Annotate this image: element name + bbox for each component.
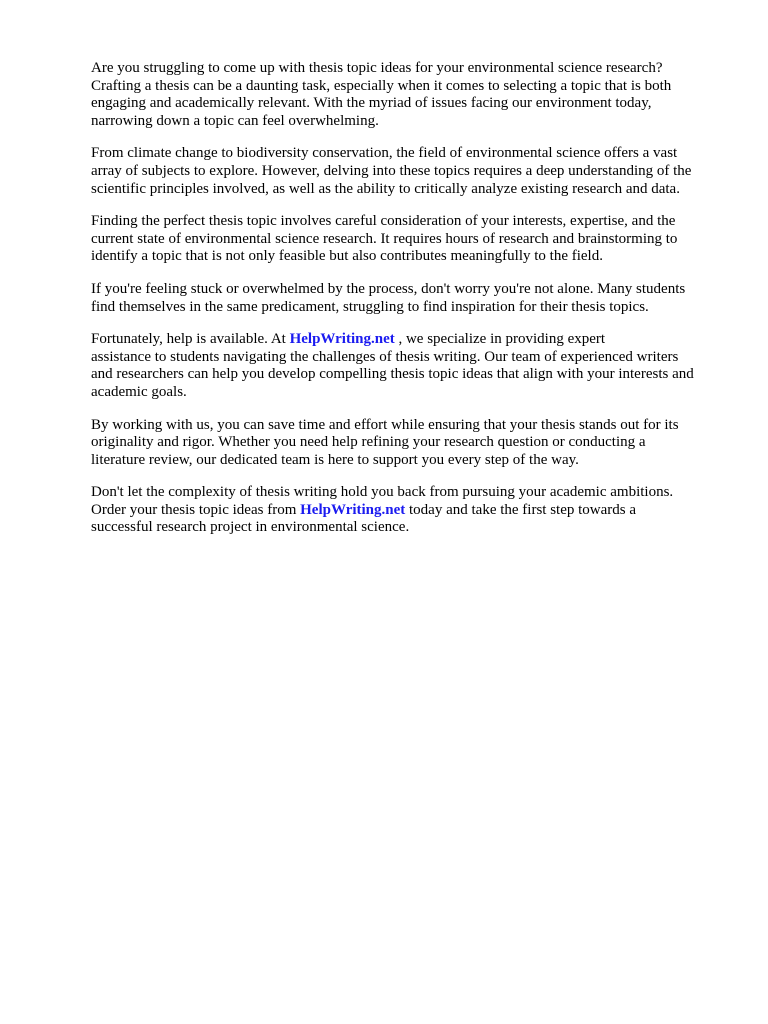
paragraph-feeling-stuck: If you're feeling stuck or overwhelmed by the process, don't worry you're not alone. Many students find themselves in the same predicament, struggling to find inspiration for their thesis topics.: [91, 280, 686, 315]
paragraph-intro: Are you struggling to come up with thesis topic ideas for your environmental science research? Crafting a thesis can be a daunting task, especially when it comes to selecting a topic that is both engaging and academically relevant. With the myriad of issues facing our environment today, narrowing down a topic can feel overwhelming.: [91, 60, 672, 129]
paragraph-finding-topic: Finding the perfect thesis topic involves careful consideration of your interests, expertise, and the current state of environmental science research. It requires hours of research and brainstorming to identify a topic that is not only feasible but also contributes meaningfully to the field.: [91, 213, 678, 265]
paragraph-field-overview: From climate change to biodiversity conservation, the field of environmental science offers a vast array of subjects to explore. However, delving into these topics requires a deep understanding of the scientific principles involved, as well as the ability to critically analyze existing research and data.: [91, 145, 692, 197]
help-available-text-end: , we specialize in providing expert assistance to students navigating the challenges of thesis writing. Our team of experienced writers and researchers can help you develop compelling thesis topic ideas that align with your interests and academic goals.: [91, 331, 694, 400]
call-to-action-text-start: Don't let the complexity of thesis writing hold you back from pursuing your academic ambitions. Order your thesis topic ideas from: [91, 484, 674, 518]
helpwriting-link-1[interactable]: HelpWriting.net: [289, 331, 395, 348]
paragraph-call-to-action: [91, 484, 731, 537]
call-to-action-text-end: today and take the first step towards a successful research project in environmental science.: [91, 501, 637, 536]
document-body: [91, 60, 731, 552]
paragraph-working-with-us: By working with us, you can save time and effort while ensuring that your thesis stands out for its originality and rigor. Whether you need help refining your research question or conducting a literature review, our dedicated team is here to support you every step of the way.: [91, 416, 679, 468]
helpwriting-link-2[interactable]: HelpWriting.net: [300, 501, 406, 518]
paragraph-help-available: [91, 331, 731, 401]
help-available-text-start: Fortunately, help is available. At: [91, 331, 290, 348]
